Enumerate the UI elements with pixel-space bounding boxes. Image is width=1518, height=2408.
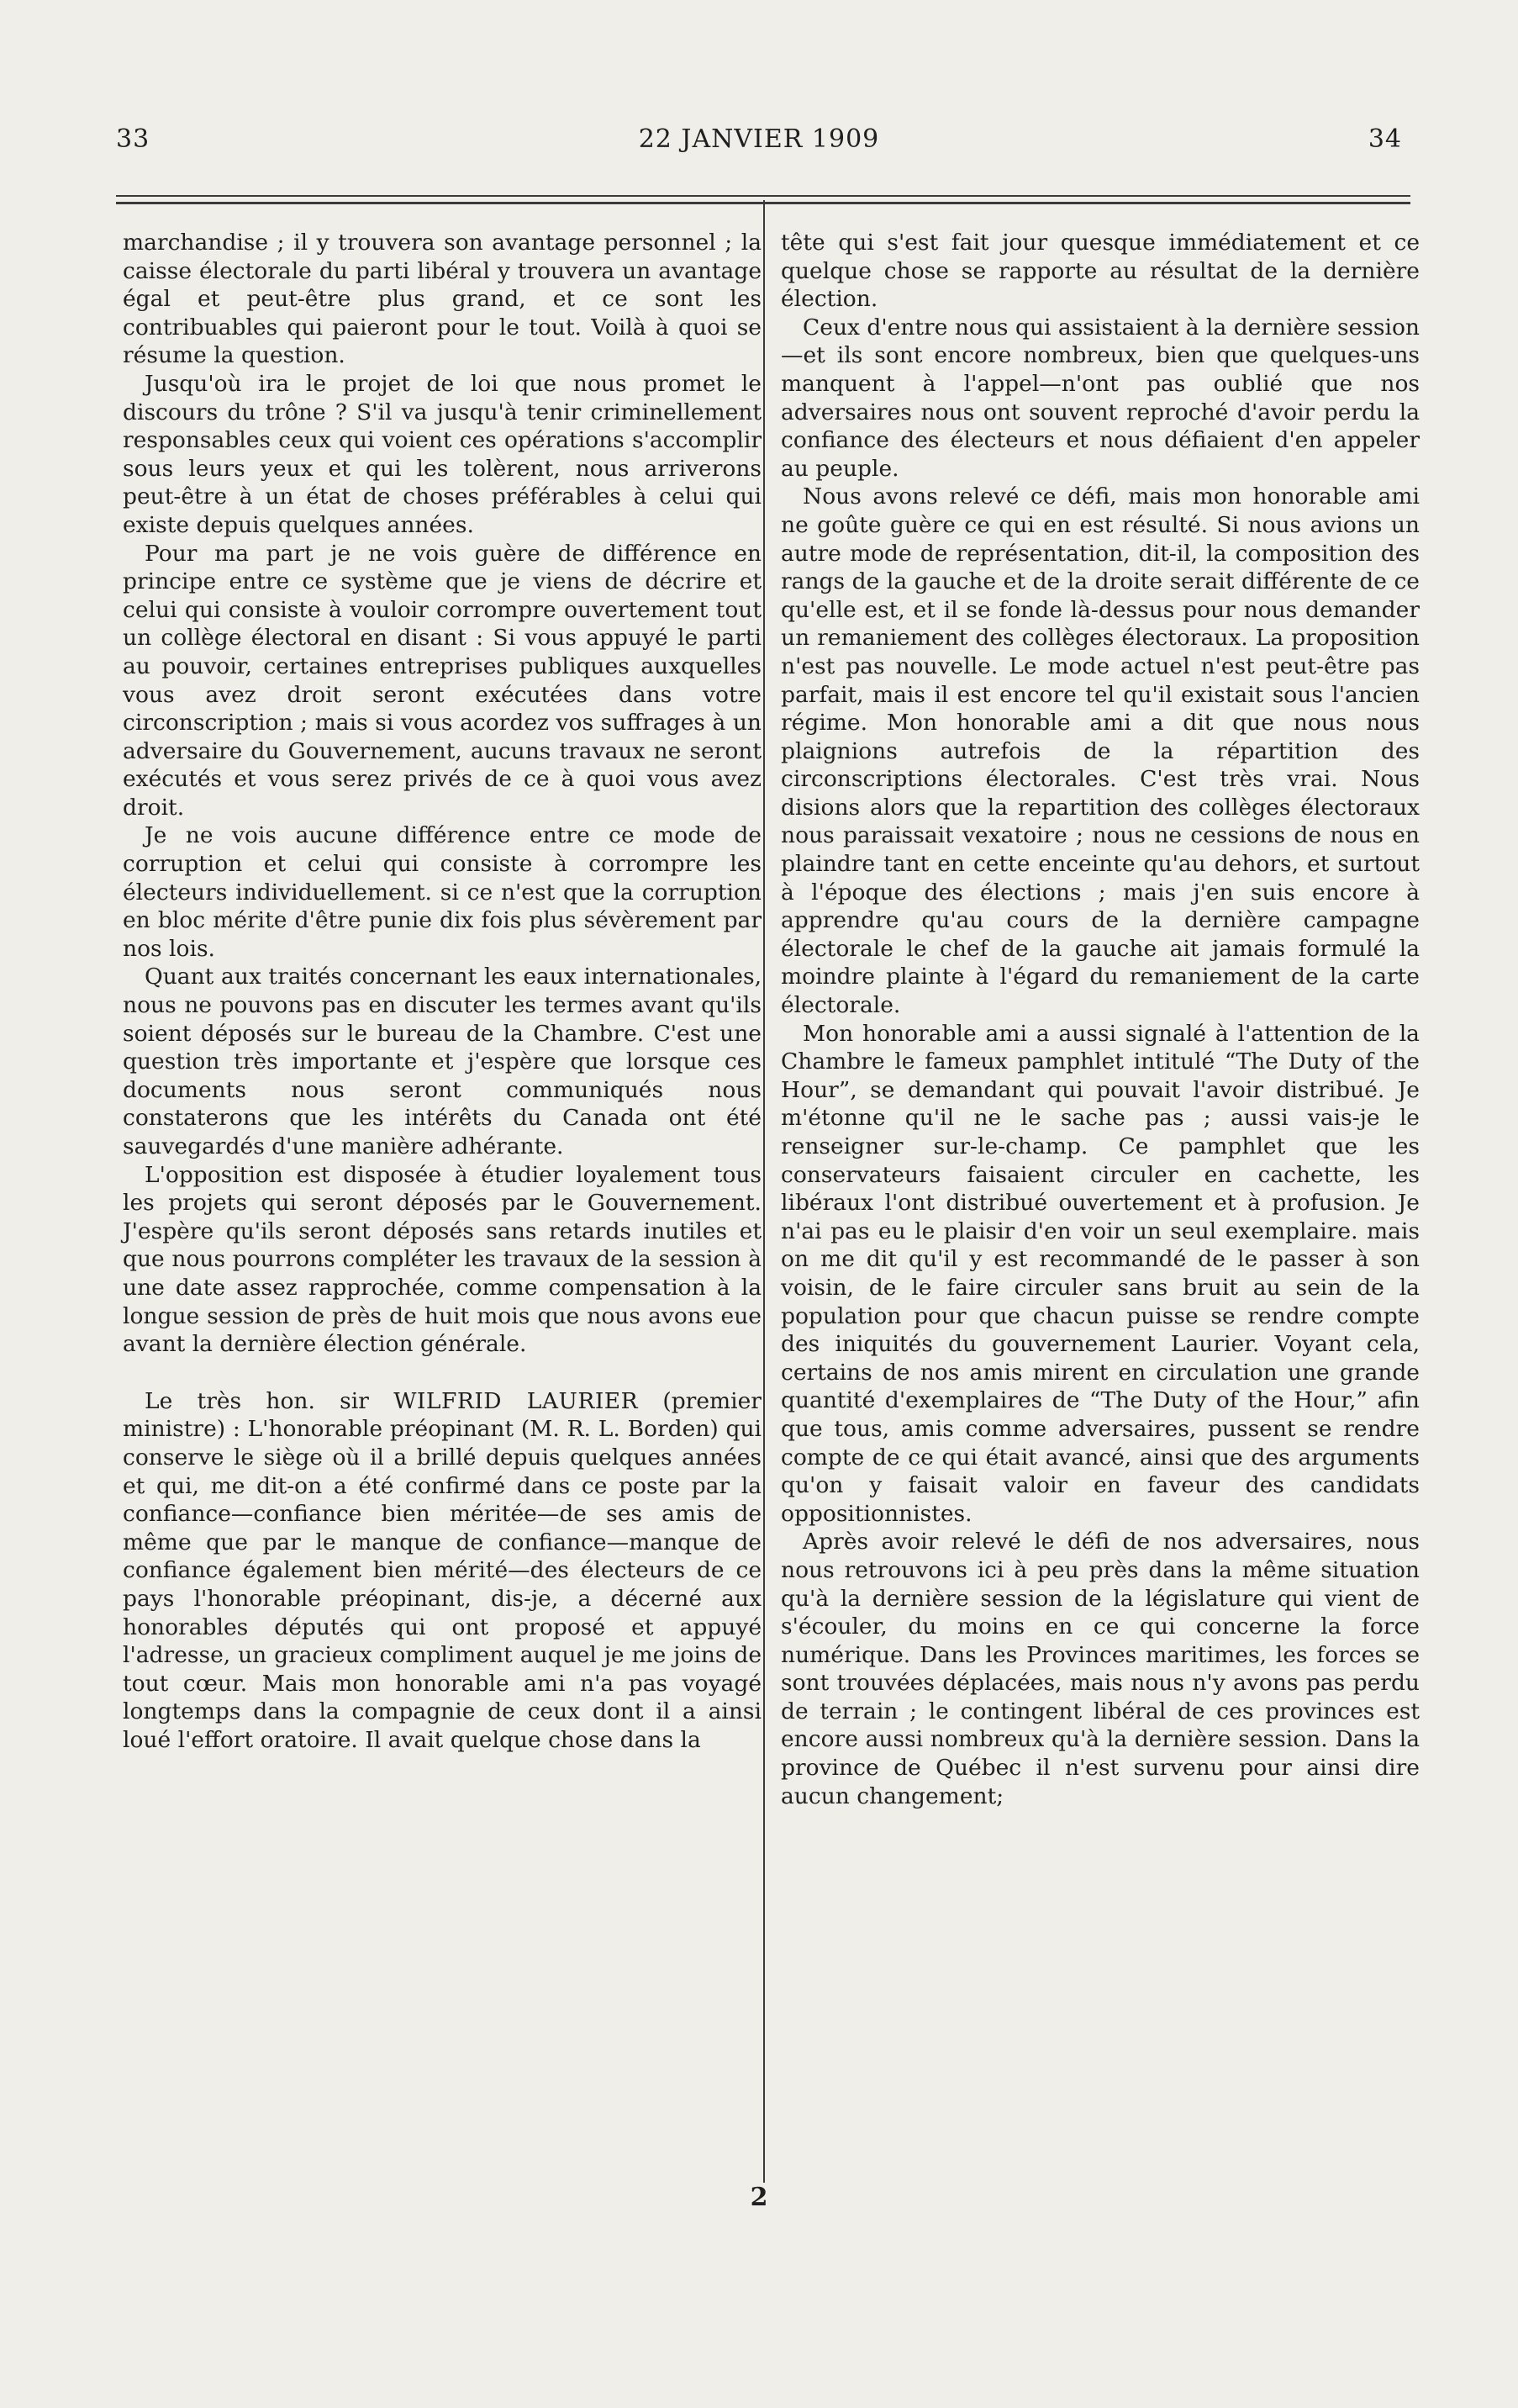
header-rule-top [116,195,1410,197]
signature-mark: 2 [750,2183,768,2212]
left-paragraph-1: marchandise ; il y trouvera son avantage personnel ; la caisse électorale du parti libéral y trouvera un avantage égal et peut-être plus grand, et ce sont les contribuables qui paieront pour le tout. Voilà à quoi se résume la question. [123,230,762,369]
left-column [123,229,762,1754]
right-paragraph-2: Ceux d'entre nous qui assistaient à la dernière session—et ils sont encore nombreux, bien que quelques-uns manquent à l'appel—n'ont pas oublié que nos adversaires nous ont souvent reproché d'avoir perdu la confiance des électeurs et nous défiaient d'en appeler au peuple. [781,314,1420,482]
column-divider [763,200,765,2183]
left-paragraph-4: Je ne vois aucune différence entre ce mode de corruption et celui qui consiste à corrompre les électeurs individuellement. si ce n'est que la corruption en bloc mérite d'être punie dix fois plus sévèrement par nos lois. [123,822,762,962]
speaker-intro: Le très hon. sir [145,1387,369,1414]
right-paragraph-5: Après avoir relevé le défi de nos adversaires, nous nous retrouvons ici à peu près dans la même situation qu'à la dernière session de la législature qui vient de s'écouler, du moins en ce qui concerne la force numérique. Dans les Provinces maritimes, les forces se sont trouvées déplacées, mais nous n'y avons pas perdu de terrain ; le contingent libéral de ces provinces est encore aussi nombreux qu'à la dernière session. Dans la province de Québec il n'est survenu pour ainsi dire aucun changement; [781,1529,1420,1809]
left-paragraph-2: Jusqu'où ira le projet de loi que nous promet le discours du trône ? S'il va jusqu'à tenir criminellement responsables ceux qui voient ces opérations s'accomplir sous leurs yeux et qui les tolèrent, nous arriverons peut-être à un état de choses préférables à celui qui existe depuis quelques années. [123,370,762,538]
right-column [781,229,1420,1810]
page-header [116,124,1402,166]
speaker-speech: (premier ministre) : L'honorable préopinant (M. R. L. Borden) qui conserve le siège où il a brillé depuis quelques années et qui, me dit-on a été confirmé dans ce poste par la confiance—confiance bien méritée—de ses amis de même que par le manque de confiance—manque de confiance également bien mérité—des électeurs de ce pays l'honorable préopinant, dis-je, a décerné aux honorables députés qui ont proposé et appuyé l'adresse, un gracieux compliment auquel je me joins de tout cœur. Mais mon honorable ami n'a pas voyagé longtemps dans la compagnie de ceux dont il a ainsi loué l'effort oratoire. Il avait quelque chose dans la [123,1387,762,1753]
page-number-left: 33 [116,124,150,154]
left-paragraph-3: Pour ma part je ne vois guère de différence en principe entre ce système que je viens de décrire et celui qui consiste à vouloir corrompre ouvertement tout un collège électoral en disant : Si vous appuyé le parti au pouvoir, certaines entreprises publiques auxquelles vous avez droit seront exécutées dans votre circonscription ; mais si vous acordez vos suffrages à un adversaire du Gouvernement, aucuns travaux ne seront exécutés et vous serez privés de ce à quoi vous avez droit. [123,540,762,821]
header-date: 22 JANVIER 1909 [638,124,880,154]
page-number-right: 34 [1368,124,1402,154]
right-paragraph-1: tête qui s'est fait jour quesque immédiatement et ce quelque chose se rapporte au résultat de la dernière élection. [781,230,1420,313]
speaker-paragraph [123,1387,762,1755]
left-paragraph-6: L'opposition est disposée à étudier loyalement tous les projets qui seront déposés par le Gouvernement. J'espère qu'ils seront déposés sans retards inutiles et que nous pourrons compléter les travaux de la session à une date assez rapprochée, comme compensation à la longue session de près de huit mois que nous avons eue avant la dernière élection générale. [123,1161,762,1358]
right-paragraph-3: Nous avons relevé ce défi, mais mon honorable ami ne goûte guère ce qui en est résulté. Si nous avions un autre mode de représentation, dit-il, la composition des rangs de la gauche et de la droite serait différente de ce qu'elle est, et il se fonde là-dessus pour nous demander un remaniement des collèges électoraux. La proposition n'est pas nouvelle. Le mode actuel n'est peut-être pas parfait, mais il est encore tel qu'il existait sous l'ancien régime. Mon honorable ami a dit que nous nous plaignions autrefois de la répartition des circonscriptions électorales. C'est très vrai. Nous disions alors que la repartition des collèges électoraux nous paraissait vexatoire ; nous ne cessions de nous en plaindre tant en cette enceinte qu'au dehors, et surtout à l'époque des élections ; mais j'en suis encore à apprendre qu'au cours de la dernière campagne électorale le chef de la gauche ait jamais formulé la moindre plainte à l'égard du remaniement de la carte électorale. [781,483,1420,1019]
right-paragraph-4: Mon honorable ami a aussi signalé à l'attention de la Chambre le fameux pamphlet intitulé “The Duty of the Hour”, se demandant qui pouvait l'avoir distribué. Je m'étonne qu'il ne le sache pas ; aussi vais-je le renseigner sur-le-champ. Ce pamphlet que les conservateurs faisaient circuler en cachette, les libéraux l'ont distribué ouvertement et à profusion. Je n'ai pas eu le plaisir d'en voir un seul exemplaire. mais on me dit qu'il y est recommandé de le passer à son voisin, de le faire circuler sans bruit au sein de la population pour que chacun puisse se rendre compte des iniquités du gouvernement Laurier. Voyant cela, certains de nos amis mirent en circulation une grande quantité d'exemplaires de “The Duty of the Hour,” afin que tous, amis comme adversaires, pussent se rendre compte de ce qui était avancé, ainsi que des arguments qu'on y faisait valoir en faveur des candidats oppositionnistes. [781,1020,1420,1527]
left-paragraph-5: Quant aux traités concernant les eaux internationales, nous ne pouvons pas en discuter les termes avant qu'ils soient déposés sur le bureau de la Chambre. C'est une question très importante et j'espère que lorsque ces documents nous seront communiqués nous constaterons que les intérêts du Canada ont été sauvegardés d'une manière adhérante. [123,964,762,1159]
speaker-name: WILFRID LAURIER [393,1387,639,1414]
